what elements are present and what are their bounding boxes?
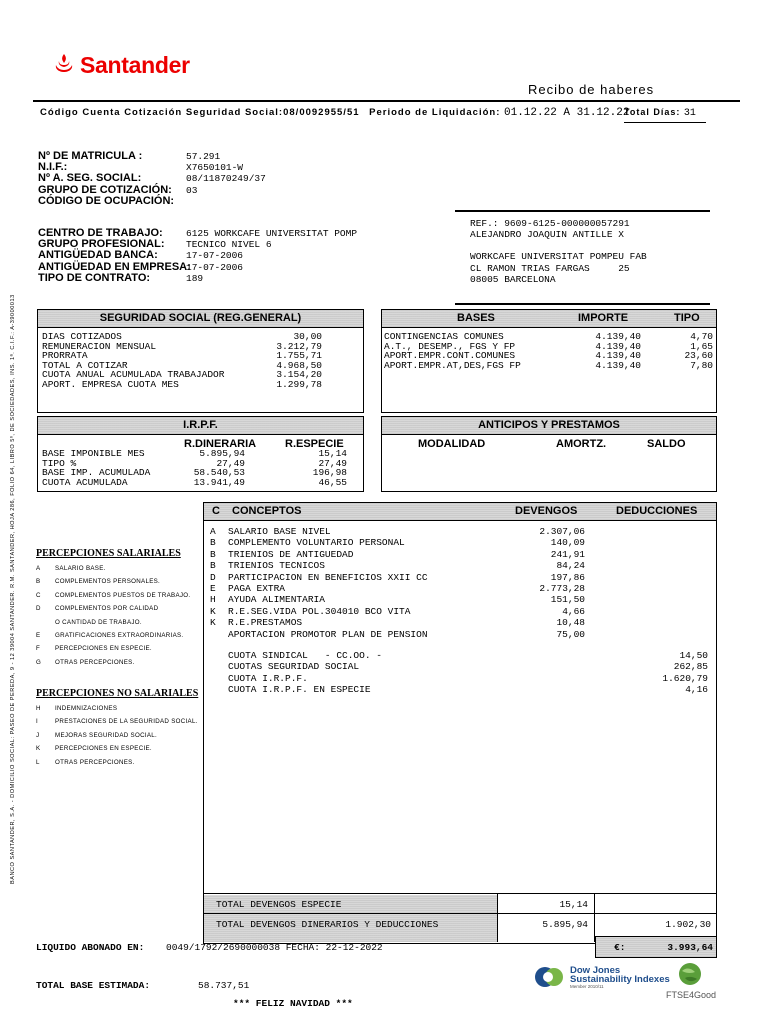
- ccc-label: Código Cuenta Cotización Seguridad Social:: [40, 107, 284, 118]
- devengo-value: 2.307,06: [539, 526, 585, 537]
- devengo-value: 4,66: [562, 605, 585, 617]
- legend-text: SALARIO BASE.: [55, 565, 106, 572]
- devengo-label: APORTACION PROMOTOR PLAN DE PENSION: [228, 628, 428, 640]
- ss-label: REMUNERACION MENSUAL: [42, 340, 157, 352]
- employee-field-label: CÓDIGO DE OCUPACIÓN:: [38, 194, 175, 207]
- legend-code: H: [36, 705, 41, 712]
- legend-code: E: [36, 631, 41, 639]
- devengo-value: 197,86: [550, 571, 585, 583]
- legal-side-text: BANCO SANTANDER, S.A. - DOMICILIO SOCIAL: PASEO DE PEREDA, 9 - 12 39004 SANTANDER. R.M. SANTANDER, HOJA 286, FOLIO 64, LIBRO 5º, DE SOCIEDADES, INS. 1ª. C.I.F.: A-39000013: [10, 294, 16, 884]
- devengo-code: A: [210, 526, 216, 537]
- ss-label: PRORRATA: [42, 350, 88, 362]
- employee-field-value: 6125 WORKCAFE UNIVERSITAT POMP: [186, 228, 358, 239]
- dj-line2: Sustainability Indexes: [570, 974, 670, 985]
- bases-tipo: 4,70: [690, 331, 713, 342]
- ss-value: 1.755,71: [276, 350, 322, 362]
- anticipos-title: ANTICIPOS Y PRESTAMOS: [478, 419, 620, 431]
- irpf-especie: 15,14: [318, 448, 347, 459]
- total-especie-value: 15,14: [559, 899, 588, 910]
- devengo-code: D: [210, 571, 216, 583]
- ss-value: 30,00: [293, 331, 322, 342]
- legend-code: D: [36, 605, 41, 613]
- totals-divider: [204, 893, 716, 894]
- bases-tipo: 7,80: [690, 359, 713, 371]
- devengo-code: K: [210, 605, 216, 617]
- total-dias: [624, 107, 706, 123]
- bases-importe: 4.139,40: [595, 359, 641, 371]
- irpf-title: I.R.P.F.: [183, 419, 218, 431]
- legend-text: INDEMNIZACIONES: [55, 705, 118, 712]
- employee-field-value: 08/11870249/37: [186, 173, 266, 185]
- anticipos-header: [382, 417, 716, 435]
- deduccion-label: CUOTA I.R.P.F.: [228, 672, 308, 684]
- devengo-label: TRIENIOS DE ANTIGUEDAD: [228, 548, 354, 560]
- employee-field-value: 189: [186, 272, 204, 284]
- dj-line1: Dow Jones: [570, 965, 621, 976]
- irpf-row: [42, 478, 347, 488]
- devengo-label: AYUDA ALIMENTARIA: [228, 594, 325, 606]
- total-din-label-cell: [204, 914, 497, 942]
- devengo-code: E: [210, 582, 216, 594]
- dow-jones-icon: [534, 966, 568, 988]
- legend-text: COMPLEMENTOS PERSONALES.: [55, 578, 161, 586]
- devengo-row: [210, 618, 585, 629]
- bases-row: [384, 361, 714, 371]
- irpf-col-dineraria: R.DINERARIA: [184, 438, 257, 450]
- conceptos-col-c: C: [212, 505, 220, 517]
- period-value: 01.12.22 A 31.12.22: [504, 107, 630, 119]
- employee-field-value: 03: [186, 184, 198, 196]
- legend-code: F: [36, 645, 41, 653]
- anticipos-col-amortz: AMORTZ.: [556, 438, 607, 450]
- devengo-label: PARTICIPACION EN BENEFICIOS XXII CC: [228, 571, 428, 583]
- devengo-value: 140,09: [550, 537, 585, 549]
- employee-field-label: Nº A. SEG. SOCIAL:: [38, 172, 142, 185]
- seguridad-social-box: [37, 309, 364, 413]
- ss-label: TOTAL A COTIZAR: [42, 359, 128, 371]
- devengo-label: SALARIO BASE NIVEL: [228, 526, 331, 537]
- bases-importe: 4.139,40: [595, 340, 641, 352]
- legend-code: I: [36, 718, 39, 726]
- ref-block: [470, 218, 647, 285]
- legend-text: PRESTACIONES DE LA SEGURIDAD SOCIAL.: [55, 718, 198, 726]
- conceptos-box: [203, 502, 717, 944]
- deduccion-value: 1.620,79: [662, 672, 708, 684]
- total-dias-label: Total Días:: [624, 107, 681, 117]
- bases-label: APORT.EMPR.CONT.COMUNES: [384, 350, 516, 362]
- workplace-name: WORKCAFE UNIVERSITAT POMPEU FAB: [470, 251, 647, 263]
- ss-value: 4.968,50: [276, 359, 322, 371]
- brand-logo: Santander: [80, 52, 190, 78]
- devengo-code: B: [210, 537, 216, 549]
- devengo-value: 84,24: [556, 560, 585, 572]
- irpf-especie: 27,49: [318, 457, 347, 469]
- irpf-box: [37, 416, 364, 492]
- deduccion-label: CUOTA SINDICAL - CC.OO. -: [228, 650, 382, 661]
- devengo-row: [210, 561, 585, 572]
- bases-tipo: 23,60: [684, 350, 713, 362]
- irpf-label: BASE IMPONIBLE MES: [42, 448, 145, 459]
- legend-code: J: [36, 731, 40, 739]
- bases-col-importe: IMPORTE: [578, 312, 629, 324]
- liquido-account: 0049/1792/2690000038 FECHA: 22-12-2022: [166, 942, 383, 953]
- seguridad-social-title: SEGURIDAD SOCIAL (REG.GENERAL): [99, 312, 302, 324]
- devengos-rows: [210, 527, 585, 641]
- legend-text: COMPLEMENTOS POR CALIDAD: [55, 605, 159, 613]
- employee-field-label: GRUPO PROFESIONAL:: [38, 238, 165, 251]
- legend-text: OTRAS PERCEPCIONES.: [55, 758, 135, 766]
- currency-label: €:: [614, 942, 626, 953]
- ss-row: [42, 380, 322, 390]
- seguridad-social-rows: [42, 332, 322, 390]
- deduccion-label: CUOTAS SEGURIDAD SOCIAL: [228, 661, 360, 673]
- legend-text: MEJORAS SEGURIDAD SOCIAL.: [55, 731, 158, 739]
- conceptos-header: [204, 503, 716, 521]
- employee-field-value: 17-07-2006: [186, 261, 244, 273]
- devengo-value: 2.773,28: [539, 582, 585, 594]
- bases-label: APORT.EMPR.AT,DES,FGS FP: [384, 359, 521, 371]
- anticipos-box: [381, 416, 717, 492]
- conceptos-col-devengos: DEVENGOS: [515, 505, 578, 517]
- devengo-label: R.E.PRESTAMOS: [228, 617, 303, 629]
- deduccion-row: [228, 685, 708, 696]
- devengo-code: B: [210, 560, 216, 572]
- ref-top-rule: [455, 210, 710, 212]
- legend-text: PERCEPCIONES EN ESPECIE.: [55, 745, 152, 753]
- devengo-code: H: [210, 594, 216, 606]
- ftse4good-logo: FTSE4Good: [666, 990, 717, 1000]
- deduccion-value: 14,50: [679, 650, 708, 661]
- bases-label: CONTINGENCIAS COMUNES: [384, 331, 504, 342]
- greeting: *** FELIZ NAVIDAD ***: [233, 998, 353, 1009]
- ss-value: 1.299,78: [276, 378, 322, 390]
- legend-no-salariales-title: PERCEPCIONES NO SALARIALES: [36, 688, 199, 699]
- bases-label: A.T., DESEMP., FGS Y FP: [384, 340, 516, 352]
- ss-label: CUOTA ANUAL ACUMULADA TRABAJADOR: [42, 369, 225, 381]
- legend-text: COMPLEMENTOS PUESTOS DE TRABAJO.: [55, 591, 191, 599]
- employee-name: ALEJANDRO JOAQUIN ANTILLE X: [470, 229, 624, 241]
- workplace-city: 08005 BARCELONA: [470, 273, 556, 285]
- employee-field-label: CENTRO DE TRABAJO:: [38, 227, 163, 239]
- header-info-row: [40, 107, 629, 119]
- irpf-dineraria: 27,49: [216, 457, 245, 469]
- employee-field-label: GRUPO DE COTIZACIÓN:: [38, 183, 172, 196]
- santander-flame-icon: [52, 52, 76, 76]
- irpf-label: CUOTA ACUMULADA: [42, 476, 128, 488]
- dj-line3: Member 2010/11: [570, 984, 604, 989]
- ss-label: APORT. EMPRESA CUOTA MES: [42, 378, 179, 390]
- devengo-value: 151,50: [550, 594, 585, 606]
- anticipos-col-modalidad: MODALIDAD: [418, 438, 486, 450]
- total-dias-value: 31: [683, 108, 696, 119]
- deduccion-label: CUOTA I.R.P.F. EN ESPECIE: [228, 684, 371, 696]
- irpf-dineraria: 13.941,49: [193, 476, 245, 488]
- total-din-deducciones: 1.902,30: [665, 919, 711, 930]
- devengo-label: R.E.SEG.VIDA POL.304010 BCO VITA: [228, 605, 411, 617]
- employee-field-value: 57.291: [186, 151, 221, 162]
- employee-field-value: 17-07-2006: [186, 250, 244, 262]
- ss-value: 3.212,79: [276, 340, 322, 352]
- deduccion-value: 4,16: [685, 684, 708, 696]
- bases-header: [382, 310, 716, 328]
- devengo-value: 75,00: [556, 628, 585, 640]
- legend-salariales-title: PERCEPCIONES SALARIALES: [36, 548, 181, 559]
- devengo-label: COMPLEMENTO VOLUNTARIO PERSONAL: [228, 537, 405, 549]
- workplace-street: CL RAMON TRIAS FARGAS 25: [470, 262, 630, 274]
- bases-col-tipo: TIPO: [674, 312, 700, 324]
- legend-code: B: [36, 578, 41, 586]
- legend-code: K: [36, 745, 41, 753]
- devengo-label: PAGA EXTRA: [228, 582, 286, 594]
- liquido-label: LIQUIDO ABONADO EN:: [36, 942, 145, 953]
- ref-bottom-rule: [455, 303, 710, 305]
- total-din-devengos: 5.895,94: [542, 919, 588, 930]
- irpf-label: BASE IMP. ACUMULADA: [42, 467, 151, 479]
- irpf-dineraria: 5.895,94: [199, 448, 245, 459]
- employee-field-label: ANTIGÜEDAD EN EMPRESA:: [38, 260, 191, 273]
- deducciones-rows: [228, 651, 708, 697]
- employee-field-value: X7650101-W: [186, 162, 244, 174]
- legend-text: OTRAS PERCEPCIONES.: [55, 658, 135, 666]
- deduccion-value: 262,85: [673, 661, 708, 673]
- irpf-especie: 46,55: [318, 476, 347, 488]
- seguridad-social-header: [38, 310, 363, 328]
- ccc-value: 08/0092955/51: [283, 107, 360, 118]
- anticipos-col-saldo: SALDO: [647, 438, 686, 450]
- bases-rows: [384, 332, 714, 370]
- base-estimada-label: TOTAL BASE ESTIMADA:: [36, 980, 151, 991]
- irpf-rows: [42, 449, 347, 487]
- bases-importe: 4.139,40: [595, 331, 641, 342]
- header-divider: [33, 100, 740, 102]
- irpf-col-especie: R.ESPECIE: [285, 438, 344, 450]
- irpf-label: TIPO %: [42, 457, 77, 469]
- devengo-code: B: [210, 548, 216, 560]
- legend-text: O CANTIDAD DE TRABAJO.: [55, 618, 142, 626]
- legend-text: PERCEPCIONES EN ESPECIE.: [55, 645, 152, 653]
- liquido-value: 3.993,64: [667, 942, 713, 953]
- total-especie-label: TOTAL DEVENGOS ESPECIE: [216, 899, 342, 910]
- irpf-header: [38, 417, 363, 435]
- devengo-label: TRIENIOS TECNICOS: [228, 560, 325, 572]
- legend-text: GRATIFICACIONES EXTRAORDINARIAS.: [55, 631, 184, 639]
- conceptos-col-conceptos: CONCEPTOS: [232, 505, 302, 517]
- bases-box: [381, 309, 717, 413]
- liquido-value-box: [595, 936, 717, 958]
- irpf-especie: 196,98: [312, 467, 347, 479]
- ftse-globe-icon: [677, 962, 703, 986]
- legend-code: C: [36, 591, 41, 599]
- base-estimada-value: 58.737,51: [198, 980, 250, 991]
- legend-code: G: [36, 658, 42, 666]
- ss-label: DIAS COTIZADOS: [42, 331, 122, 342]
- conceptos-col-deducciones: DEDUCCIONES: [616, 505, 698, 517]
- employee-field-value: TECNICO NIVEL 6: [186, 239, 272, 251]
- document-title: Recibo de haberes: [528, 82, 655, 97]
- employee-field-label: N.I.F.:: [38, 161, 68, 174]
- bases-tipo: 1,65: [690, 340, 713, 352]
- employee-field-label: Nº DE MATRICULA :: [38, 150, 143, 162]
- employee-field-label: TIPO DE CONTRATO:: [38, 271, 151, 284]
- devengo-value: 10,48: [556, 617, 585, 629]
- period-label: Periodo de Liquidación:: [369, 107, 501, 118]
- ss-value: 3.154,20: [276, 369, 322, 381]
- devengo-value: 241,91: [550, 548, 585, 560]
- dow-jones-logo: [570, 966, 670, 990]
- irpf-dineraria: 58.540,53: [193, 467, 245, 479]
- bases-col-bases: BASES: [457, 312, 495, 324]
- irpf-row: [42, 449, 347, 459]
- devengo-row: [210, 630, 585, 641]
- legend-code: A: [36, 565, 41, 572]
- total-especie-label-cell: [204, 895, 497, 913]
- ref-number: REF.: 9609-6125-000000057291: [470, 218, 630, 229]
- employee-field-label: ANTIGÜEDAD BANCA:: [38, 249, 158, 262]
- totals-vdivider-2: [594, 894, 595, 942]
- legend-code: L: [36, 758, 40, 766]
- bases-importe: 4.139,40: [595, 350, 641, 362]
- devengo-code: K: [210, 617, 216, 629]
- total-din-label: TOTAL DEVENGOS DINERARIOS Y DEDUCCIONES: [216, 919, 439, 930]
